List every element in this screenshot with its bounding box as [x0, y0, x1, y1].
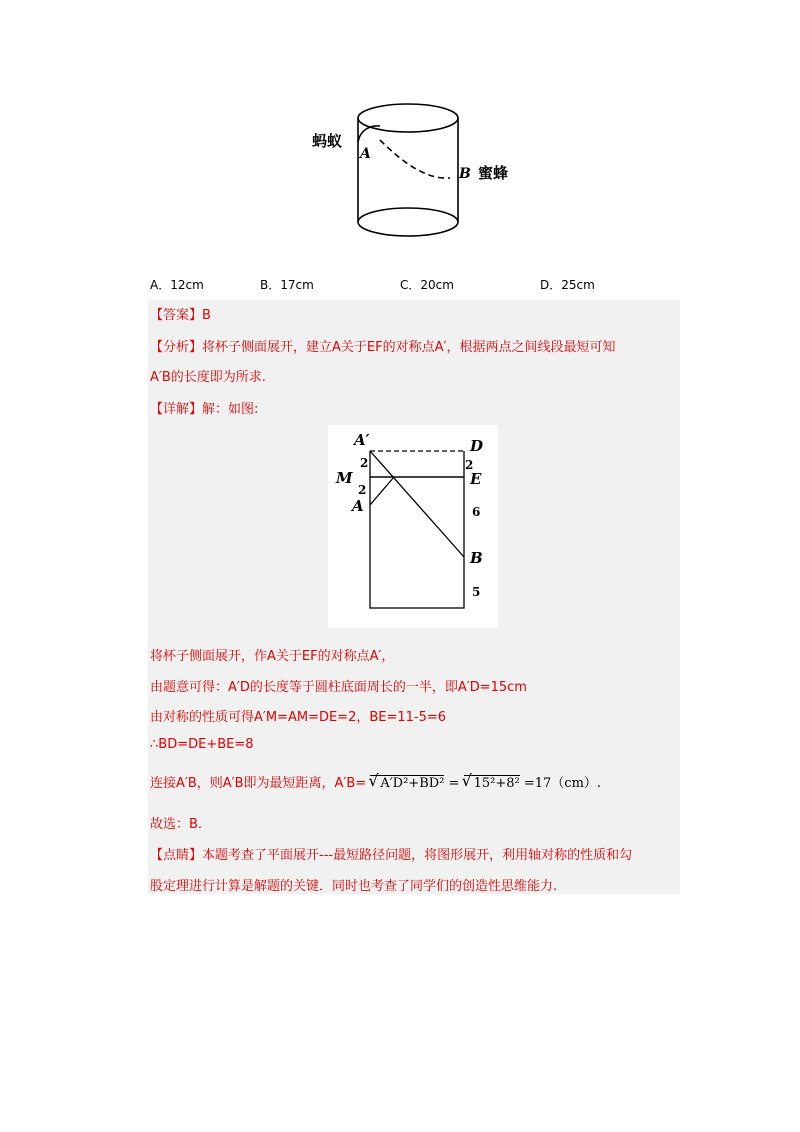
label-a-prime: A′: [354, 431, 370, 449]
option-c: C．20cm: [400, 278, 454, 292]
point-a-label: A: [360, 146, 371, 162]
label-b: B: [470, 549, 483, 567]
ant-label: 蚂蚁: [312, 132, 343, 150]
comment-tag: 【点睛】: [150, 848, 203, 863]
point-b-label: B: [459, 166, 471, 182]
step-4: ∴BD=DE+BE=8: [150, 737, 254, 752]
answer-tag: 【答案】: [150, 308, 203, 323]
radical-1: √ A′D²+BD²: [370, 775, 444, 792]
step-3: 由对称的性质可得A′M=AM=DE=2，BE=11-5=6: [150, 710, 447, 725]
cylinder-figure: [300, 90, 530, 260]
option-b: B．17cm: [260, 278, 314, 292]
answer-value: B: [202, 308, 211, 323]
step-1: 将杯子侧面展开，作A关于EF的对称点A′，: [150, 649, 395, 664]
label-d: D: [470, 437, 484, 455]
label-a: A: [352, 497, 364, 515]
choose-line: 故选：B.: [150, 817, 203, 832]
label-six: 6: [472, 505, 481, 519]
radical-2: √ 15²+8²: [464, 775, 520, 792]
label-five: 5: [472, 585, 481, 599]
connect-line: 连接A′B，则A′B即为最短距离，A′B= √ A′D²+BD² = √ 15²+8² =17（cm）.: [150, 772, 601, 792]
label-two-left-top: 2: [360, 456, 369, 470]
option-d: D．25cm: [540, 278, 595, 292]
label-two-left-bottom: 2: [358, 483, 367, 497]
label-m: M: [336, 469, 353, 487]
detail-line: 【详解】解：如图:: [150, 402, 259, 417]
comment-line-1: 【点睛】本题考查了平面展开---最短路径问题，将图形展开，利用轴对称的性质和勾: [150, 848, 633, 863]
step-2: 由题意可得：A′D的长度等于圆柱底面周长的一半，即A′D=15cm: [150, 680, 527, 695]
label-e: E: [470, 470, 482, 488]
bee-label: 蜜蜂: [478, 164, 509, 182]
option-a: A．12cm: [150, 278, 204, 292]
analysis-line-2: A′B的长度即为所求.: [150, 370, 266, 385]
answer-line: [150, 304, 211, 323]
detail-tag: 【详解】: [150, 402, 203, 417]
label-two-right: 2: [465, 458, 474, 472]
analysis-tag: 【分析】: [150, 340, 203, 355]
analysis-line-1: 【分析】将杯子侧面展开，建立A关于EF的对称点A′，根据两点之间线段最短可知: [150, 340, 616, 355]
comment-line-2: 股定理进行计算是解题的关键．同时也考查了同学们的创造性思维能力.: [150, 879, 558, 894]
answer-options: [150, 276, 670, 296]
unfolded-figure: [328, 425, 498, 628]
